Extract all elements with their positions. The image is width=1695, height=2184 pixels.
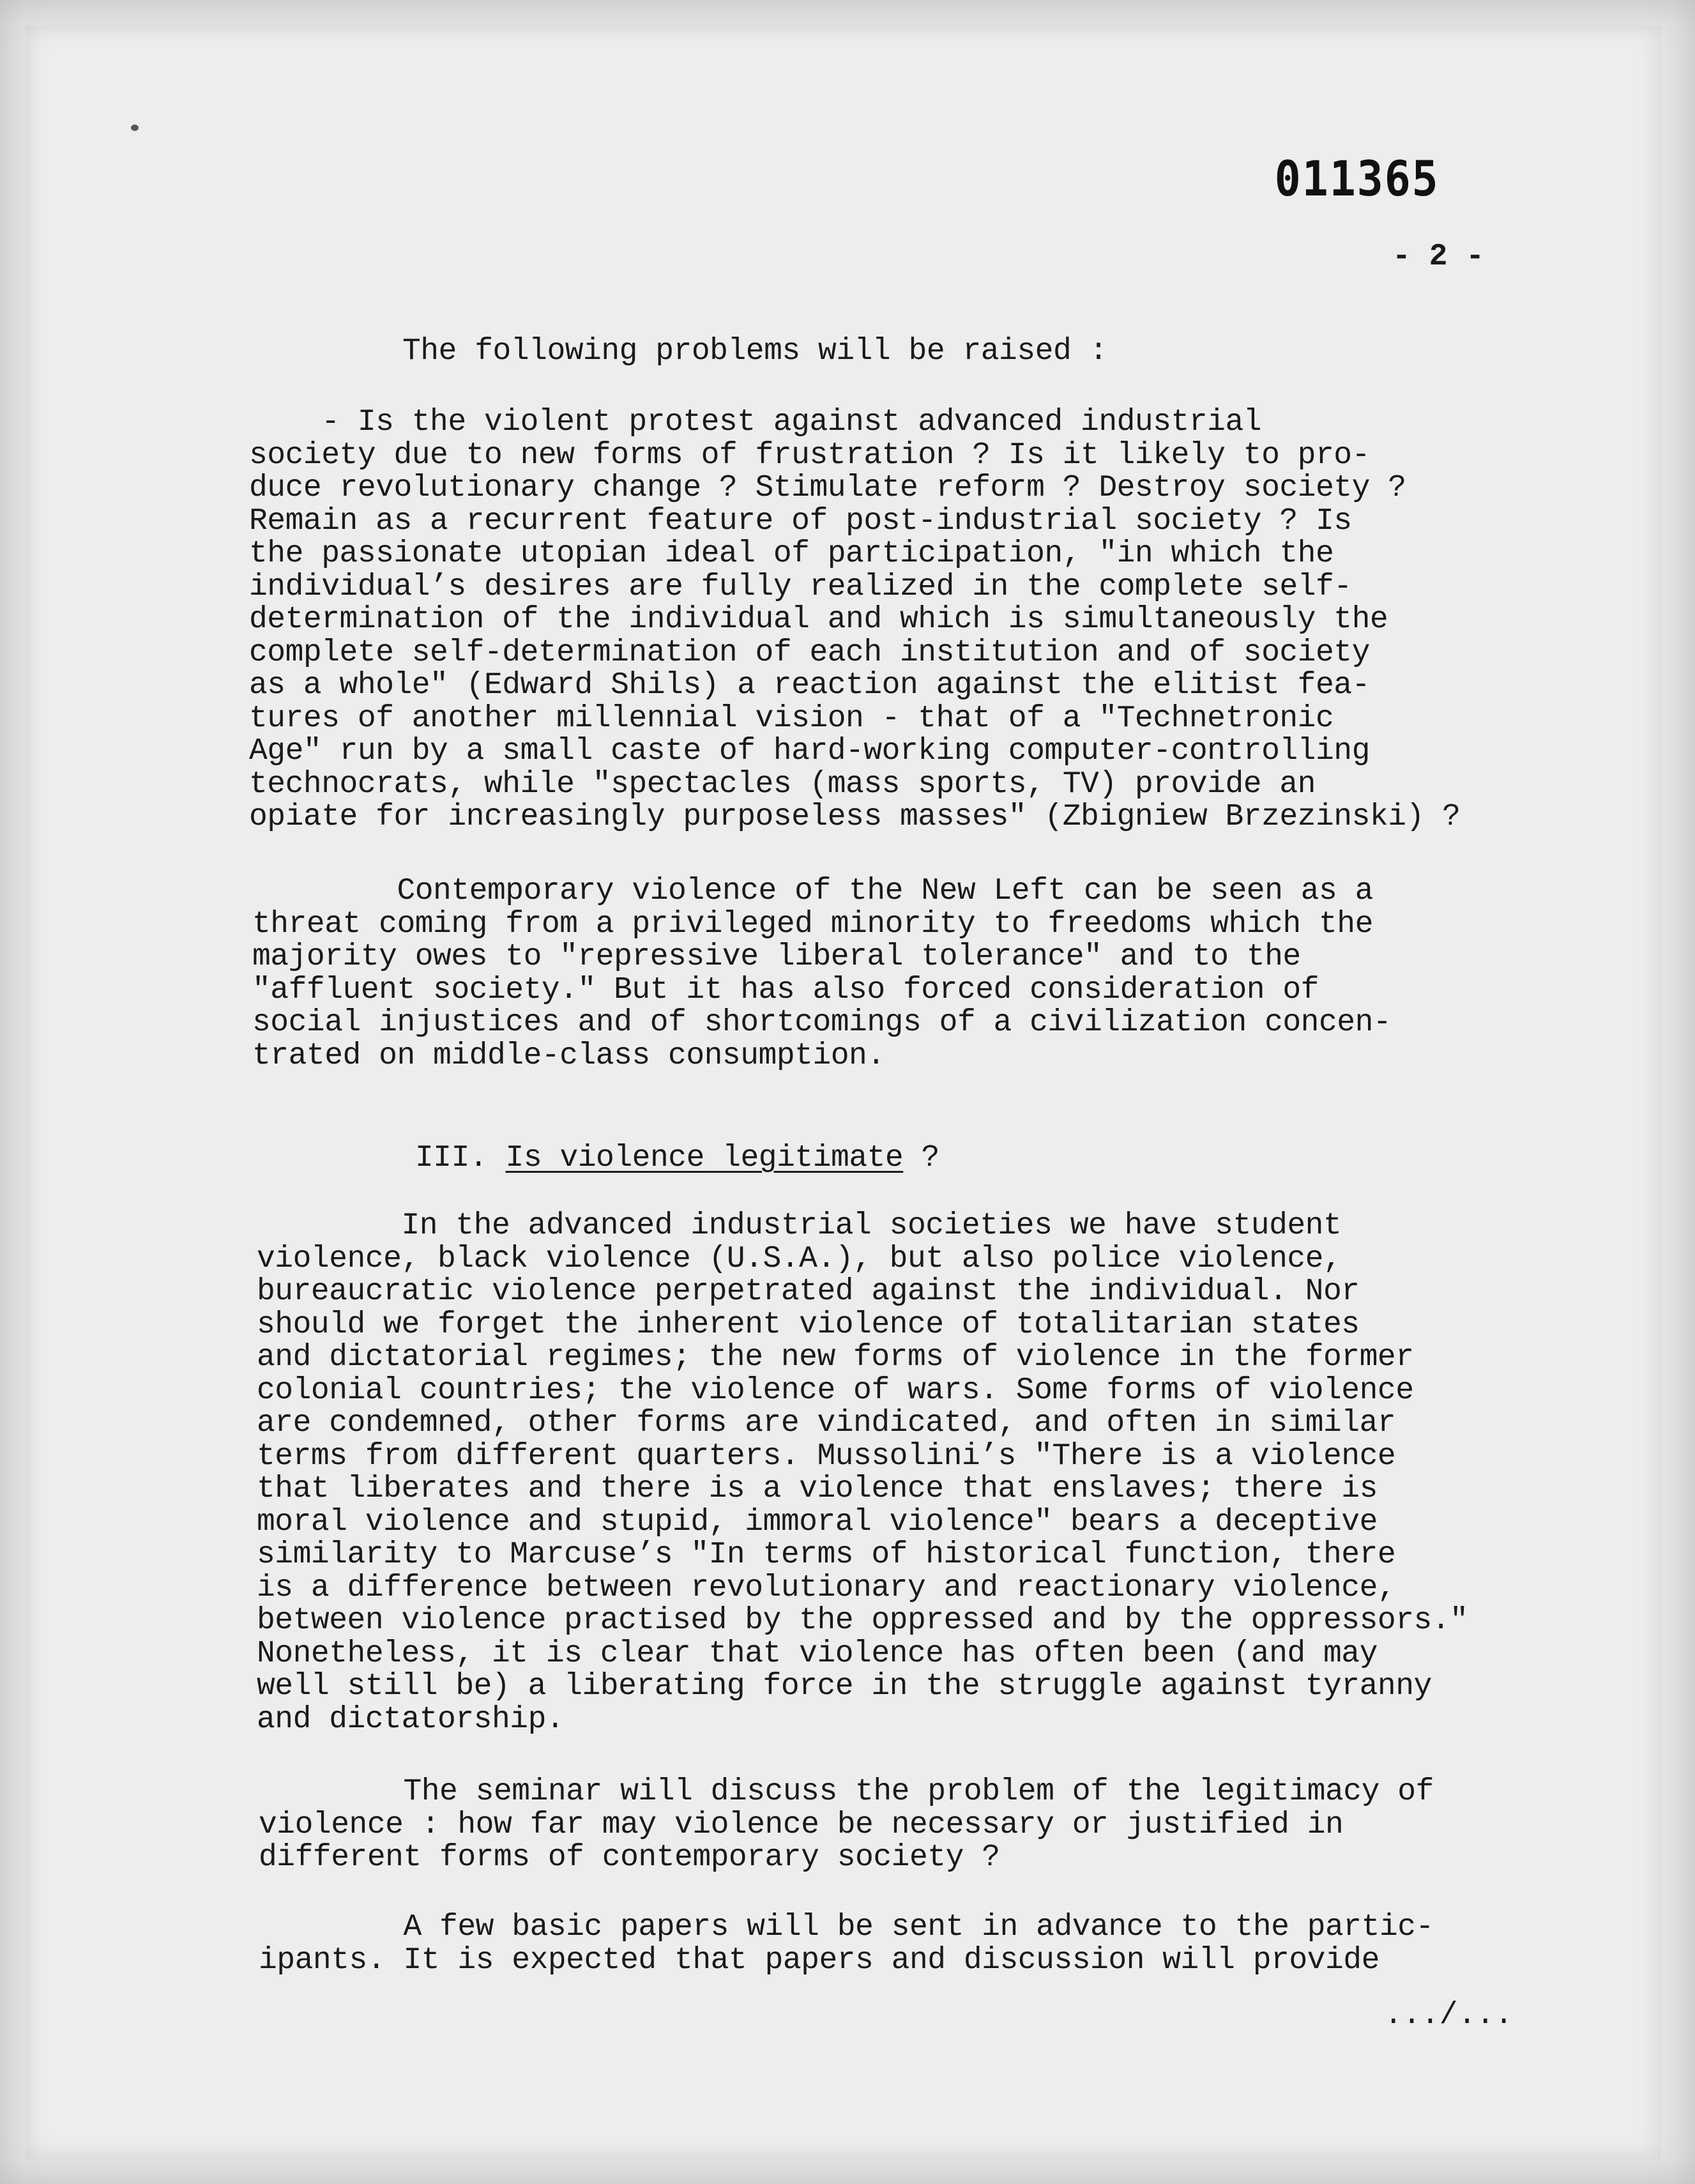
text-line: duce revolutionary change ? Stimulate reform ? Destroy society ?: [249, 471, 1406, 505]
text-line: ipants. It is expected that papers and discussion will provide: [259, 1943, 1380, 1978]
text-line: violence, black violence (U.S.A.), but also police violence,: [257, 1241, 1342, 1276]
section-title: Is violence legitimate: [505, 1141, 904, 1175]
paragraph-seminar: [259, 1776, 1434, 1875]
document-number: 011365: [1275, 150, 1440, 207]
text-line: Contemporary violence of the New Left can be seen as a: [252, 874, 1373, 908]
text-line: between violence practised by the oppressed and by the oppressors.": [257, 1603, 1468, 1638]
text-line: should we forget the inherent violence of totalitarian states: [257, 1307, 1360, 1342]
paper-speck: [131, 125, 139, 131]
text-line: tures of another millennial vision - that of a "Technetronic: [249, 701, 1334, 736]
text-line: social injustices and of shortcomings of a civilization concen-: [252, 1005, 1392, 1040]
text-line: majority owes to "repressive liberal tolerance" and to the: [252, 940, 1301, 974]
bullet-paragraph: [249, 406, 1460, 834]
text-line: as a whole" (Edward Shils) a reaction against the elitist fea-: [249, 668, 1370, 703]
text-line: terms from different quarters. Mussolini’s "There is a violence: [257, 1439, 1396, 1474]
text-line: - Is the violent protest against advanced industrial: [249, 405, 1262, 439]
text-line: violence : how far may violence be necessary or justified in: [259, 1807, 1344, 1842]
paragraph-new-left: [252, 875, 1391, 1073]
text-line: Age" run by a small caste of hard-working computer-controlling: [249, 734, 1370, 768]
text-line: In the advanced industrial societies we have student: [257, 1209, 1342, 1243]
intro-line: The following problems will be raised :: [402, 334, 1107, 369]
text-line: determination of the individual and which is simultaneously the: [249, 602, 1388, 637]
text-line: that liberates and there is a violence that enslaves; there is: [257, 1472, 1378, 1506]
text-line: complete self-determination of each institution and of society: [249, 635, 1370, 670]
text-line: is a difference between revolutionary and reactionary violence,: [257, 1570, 1396, 1605]
text-line: colonial countries; the violence of wars. Some forms of violence: [257, 1373, 1414, 1408]
text-line: and dictatorial regimes; the new forms of violence in the former: [257, 1340, 1414, 1375]
text-line: different forms of contemporary society ?: [259, 1840, 1000, 1875]
section-title-suffix: ?: [921, 1141, 939, 1175]
text-line: well still be) a liberating force in the struggle against tyranny: [257, 1669, 1432, 1704]
paragraph-papers: [259, 1911, 1434, 1977]
text-line: are condemned, other forms are vindicated, and often in similar: [257, 1406, 1396, 1440]
text-line: opiate for increasingly purposeless masses" (Zbigniew Brzezinski) ?: [249, 800, 1461, 834]
section-heading: [415, 1142, 939, 1175]
page-number: - 2 -: [1392, 240, 1484, 274]
text-line: society due to new forms of frustration ? Is it likely to pro-: [249, 438, 1370, 473]
text-line: threat coming from a privileged minority to freedoms which the: [252, 906, 1373, 942]
text-line: similarity to Marcuse’s "In terms of historical function, there: [257, 1538, 1396, 1572]
text-line: Remain as a recurrent feature of post-industrial society ? Is: [249, 503, 1352, 538]
text-line: technocrats, while "spectacles (mass sports, TV) provide an: [249, 767, 1316, 802]
text-line: trated on middle-class consumption.: [252, 1038, 885, 1073]
text-line: A few basic papers will be sent in advance to the partic-: [259, 1910, 1434, 1944]
text-line: The seminar will discuss the problem of the legitimacy of: [259, 1775, 1434, 1809]
text-line: and dictatorship.: [257, 1702, 565, 1737]
text-line: "affluent society." But it has also forced consideration of: [252, 972, 1319, 1007]
text-line: bureaucratic violence perpetrated against the individual. Nor: [257, 1274, 1360, 1309]
text-line: the passionate utopian ideal of participation, "in which the: [249, 537, 1334, 571]
section-numeral: III.: [415, 1141, 488, 1175]
continued-marker: .../...: [1384, 1998, 1513, 2033]
paragraph-violence: [257, 1210, 1468, 1736]
text-line: moral violence and stupid, immoral violence" bears a deceptive: [257, 1504, 1378, 1539]
text-line: individual’s desires are fully realized in the complete self-: [249, 569, 1352, 604]
text-line: Nonetheless, it is clear that violence has often been (and may: [257, 1636, 1378, 1671]
